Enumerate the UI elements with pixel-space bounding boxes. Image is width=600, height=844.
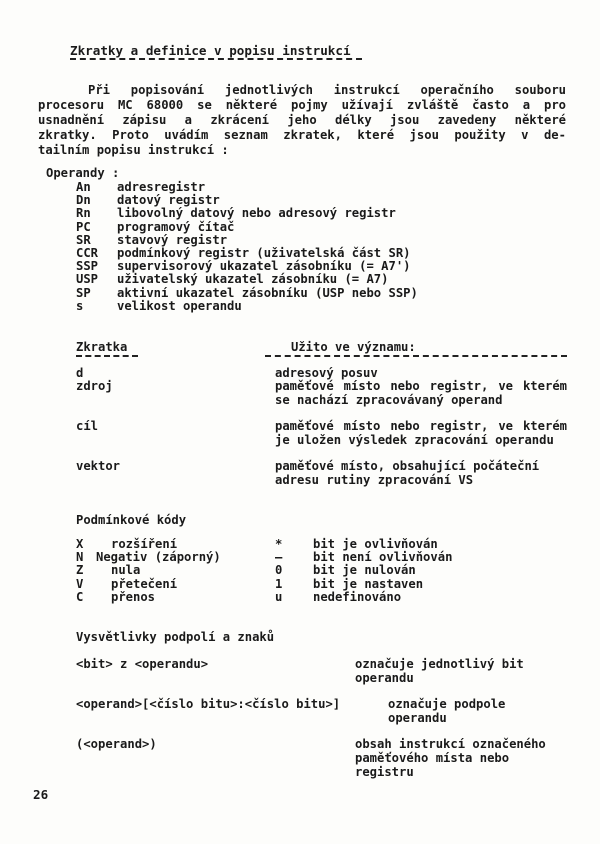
cond-name: rozšíření: [111, 537, 178, 551]
cond-name: přetečení: [111, 577, 178, 591]
operand-row: [76, 180, 205, 194]
operand-key: An: [76, 180, 91, 194]
abbr-meaning: paměťové místo nebo registr, ve kterém je uložen výsledek zpracování operandu: [275, 419, 567, 447]
cond-name: přenos: [111, 590, 156, 604]
operand-desc: adresregistr: [117, 180, 206, 194]
operands-heading: Operandy :: [46, 166, 120, 180]
operand-desc: libovolný datový nebo adresový registr: [117, 206, 396, 220]
operand-row: [76, 193, 220, 207]
operand-desc: programový čítač: [117, 220, 235, 234]
intro-line: Při popisování jednotlivých instrukcí operačního souboru: [88, 83, 566, 97]
page-title: Zkratky a definice v popisu instrukcí: [70, 43, 351, 58]
cond-meaning: bit je ovlivňován: [313, 537, 438, 551]
explanation-text: označuje jednotlivý bit operandu: [355, 657, 524, 685]
explanation-key: <bit> z <operandu>: [76, 657, 209, 671]
operand-row: [76, 220, 234, 234]
cond-flag: V: [76, 577, 84, 591]
cond-name: nula: [111, 563, 141, 577]
cond-symbol: 1: [275, 577, 283, 591]
cond-meaning: bit není ovlivňován: [313, 550, 453, 564]
abbr-meaning: adresový posuv: [275, 366, 378, 380]
intro-line: procesoru MC 68000 se některé pojmy užívají zvláště často a pro: [38, 98, 566, 112]
cond-symbol: –: [275, 550, 283, 564]
abbr-key: d: [76, 366, 84, 380]
cond-meaning: nedefinováno: [313, 590, 402, 604]
operand-key: PC: [76, 220, 91, 234]
intro-line: zkratky. Proto uvádím seznam zkratek, které jsou použity v de-: [38, 128, 566, 142]
abbr-meaning: paměťové místo, obsahující počáteční adresu rutiny zpracování VS: [275, 459, 540, 487]
page-number: 26: [33, 787, 49, 802]
operand-row: [76, 299, 242, 313]
operand-row: [76, 286, 418, 300]
explanations-heading: Vysvětlivky podpolí a znaků: [76, 630, 275, 644]
cond-name: Negativ (záporný): [96, 550, 221, 564]
operand-desc: datový registr: [117, 193, 220, 207]
cond-symbol: 0: [275, 563, 283, 577]
operand-key: USP: [76, 272, 99, 286]
operand-desc: aktivní ukazatel zásobníku (USP nebo SSP): [117, 286, 418, 300]
cond-meaning: bit je nastaven: [313, 577, 424, 591]
operand-key: SSP: [76, 259, 99, 273]
operand-row: [76, 206, 396, 220]
cond-meaning: bit je nulován: [313, 563, 416, 577]
operand-row: [76, 272, 389, 286]
abbr-meaning: paměťové místo nebo registr, ve kterém se nachází zpracovávaný operand: [275, 379, 567, 407]
conditions-heading: Podmínkové kódy: [76, 513, 187, 527]
intro-paragraph: [38, 83, 566, 158]
abbr-key: cíl: [76, 419, 99, 433]
abbr-key: zdroj: [76, 379, 113, 393]
operand-key: SP: [76, 286, 91, 300]
cond-symbol: *: [275, 537, 283, 551]
cond-flag: X: [76, 537, 84, 551]
operand-key: CCR: [76, 246, 99, 260]
operand-key: Rn: [76, 206, 91, 220]
abbr-col-rule: [76, 355, 138, 357]
operand-desc: uživatelský ukazatel zásobníku (= A7): [117, 272, 389, 286]
abbr-key: vektor: [76, 459, 121, 473]
operand-key: s: [76, 299, 84, 313]
operand-row: [76, 246, 411, 260]
meaning-col-header: Užito ve významu:: [291, 340, 416, 354]
explanation-key: (<operand>): [76, 737, 157, 751]
operand-desc: velikost operandu: [117, 299, 242, 313]
intro-line: tailním popisu instrukcí :: [38, 143, 229, 157]
meaning-col-rule: [265, 355, 567, 357]
cond-flag: Z: [76, 563, 84, 577]
operand-row: [76, 259, 411, 273]
intro-line: usnadnění zápisu a zkrácení jeho délky jsou zavedeny některé: [38, 113, 566, 127]
title-underline: [70, 58, 362, 60]
operand-desc: stavový registr: [117, 233, 228, 247]
explanation-key: <operand>[<číslo bitu>:<číslo bitu>]: [76, 697, 341, 711]
cond-flag: C: [76, 590, 84, 604]
cond-flag: N: [76, 550, 84, 564]
explanation-text: obsah instrukcí označeného paměťového místa nebo registru: [355, 737, 546, 779]
operand-desc: podmínkový registr (uživatelská část SR): [117, 246, 411, 260]
abbr-col-header: Zkratka: [76, 340, 128, 354]
cond-symbol: u: [275, 590, 283, 604]
explanation-text: označuje podpole operandu: [388, 697, 506, 725]
operand-key: Dn: [76, 193, 91, 207]
operand-key: SR: [76, 233, 91, 247]
operand-row: [76, 233, 227, 247]
operand-desc: supervisorový ukazatel zásobníku (= A7'): [117, 259, 411, 273]
